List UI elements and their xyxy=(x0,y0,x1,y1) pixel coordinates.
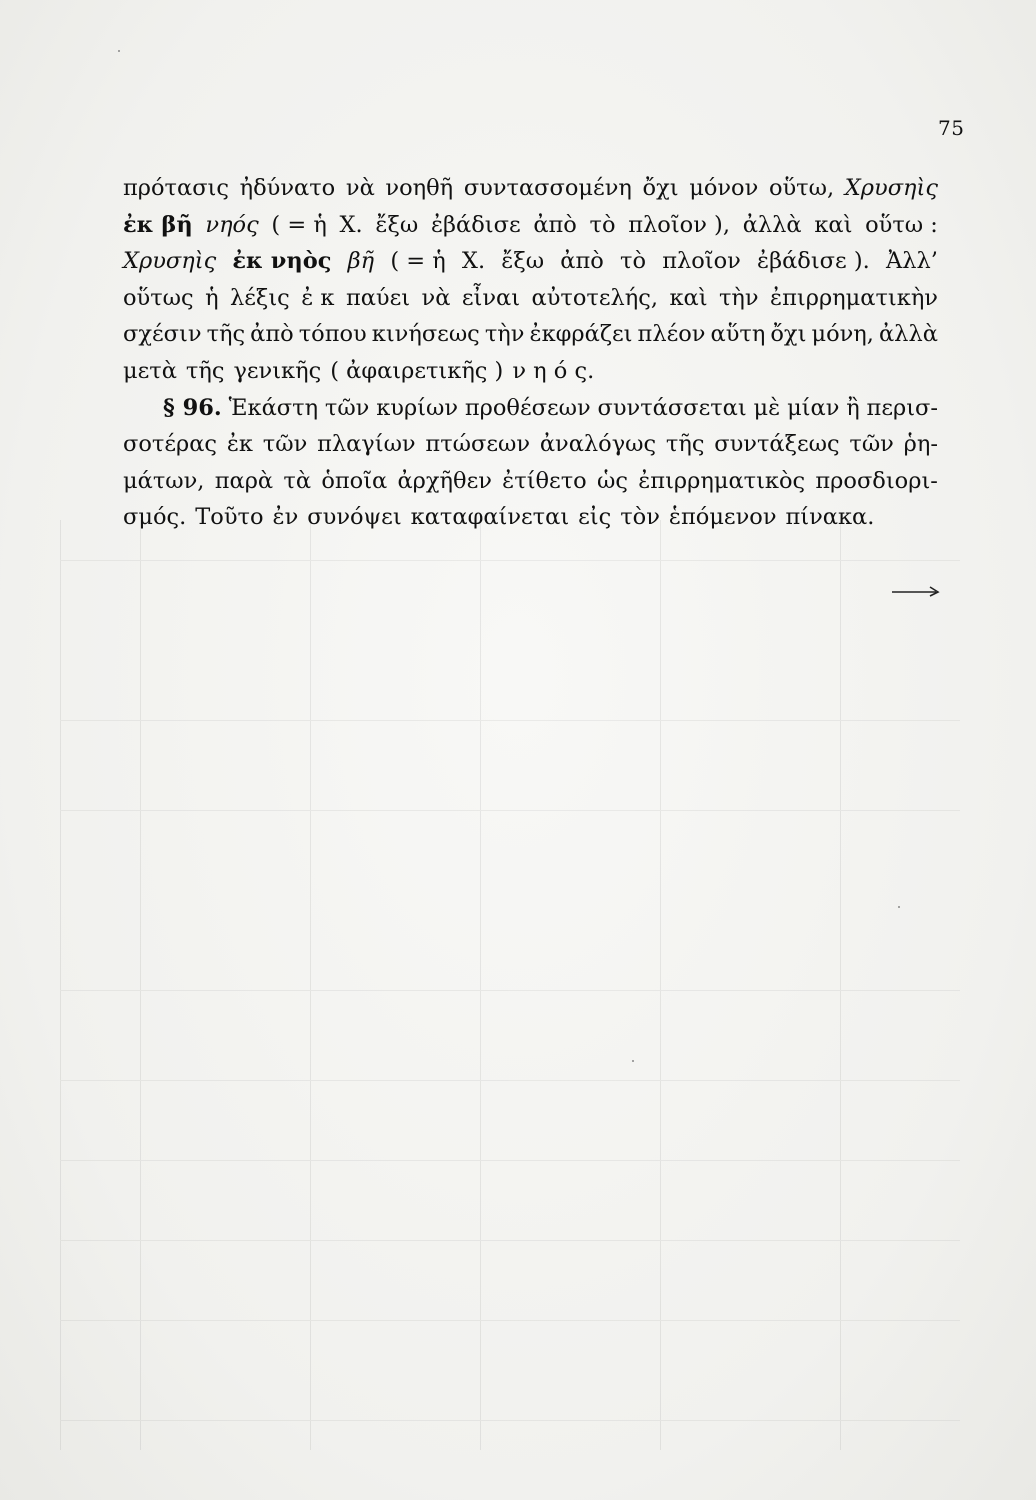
speck xyxy=(632,1060,634,1062)
word: ὄχι xyxy=(642,175,679,201)
word: ἀπὸ xyxy=(560,248,604,275)
word: παύει xyxy=(345,284,411,311)
word: ἐπιρρηματικὸς xyxy=(638,467,806,494)
word: βῆ xyxy=(347,248,375,275)
text-line xyxy=(123,426,938,463)
word: ὡς xyxy=(596,467,628,494)
word: οὕτω, xyxy=(768,175,835,201)
word: μόνη, xyxy=(811,321,874,348)
word: ὄχι xyxy=(770,321,807,348)
word: ἠδύνατο xyxy=(239,175,336,201)
word: συνόψει xyxy=(307,504,402,531)
word: νηός xyxy=(205,211,259,238)
page-number: 75 xyxy=(938,116,965,140)
word: σμός. xyxy=(123,504,187,531)
word: γενικῆς xyxy=(233,357,322,384)
word: αὐτοτελής, xyxy=(531,284,658,311)
text-line xyxy=(123,170,938,207)
word: ἀπὸ xyxy=(533,211,577,238)
word: τὰ xyxy=(283,467,312,494)
word: πλέον xyxy=(637,321,706,348)
text-line xyxy=(123,316,938,353)
word: τὴν xyxy=(718,284,759,311)
word: νὰ xyxy=(421,284,451,311)
word: τῶν xyxy=(849,431,894,458)
word: τῆς xyxy=(665,431,705,458)
word: πίνακα. xyxy=(785,504,875,531)
word: ( = ἡ xyxy=(271,211,327,238)
word: ἐκ xyxy=(226,431,253,458)
word: ἀλλὰ xyxy=(742,211,802,238)
word: καὶ xyxy=(669,284,708,311)
word: ῥη- xyxy=(903,431,938,458)
word: ἀρχῆθεν xyxy=(397,467,492,494)
word: τῆς xyxy=(185,357,225,384)
word: μάτων, xyxy=(123,467,205,494)
word: ( = ἡ xyxy=(390,248,446,275)
word: ἐν xyxy=(272,504,299,531)
word: εἰς xyxy=(578,504,612,531)
word: καὶ xyxy=(814,211,853,238)
word: καταφαίνεται xyxy=(410,504,570,531)
word: ἀλλὰ xyxy=(878,321,938,348)
word: σοτέρας xyxy=(123,431,218,458)
word: Ἀλλ’ xyxy=(885,248,938,275)
right-arrow-icon xyxy=(890,582,942,600)
speck xyxy=(898,906,900,908)
text-line xyxy=(123,207,938,244)
word: ἢ xyxy=(846,394,860,421)
word: μετὰ xyxy=(123,357,177,384)
word: ν η ό ς. xyxy=(512,357,595,384)
word: ἑπόμενον xyxy=(668,504,777,531)
speck xyxy=(118,50,120,52)
word: συντασσομένη xyxy=(463,175,632,201)
word: τὸ xyxy=(589,211,616,238)
word: πλοῖον xyxy=(662,248,741,275)
word: τὸν xyxy=(620,504,660,531)
word: τῶν xyxy=(262,431,308,458)
word: Τοῦτο xyxy=(195,504,264,531)
word: ἔξω xyxy=(375,211,419,238)
word: Χ. xyxy=(339,211,363,238)
word: Χρυσηὶς xyxy=(123,248,217,275)
word: περισ- xyxy=(866,394,938,421)
word: Χρυσηὶς xyxy=(844,175,938,201)
section-number: § 96. xyxy=(163,394,222,421)
text-line xyxy=(123,243,938,280)
word: ἐκ νηὸς xyxy=(232,248,332,275)
word: ἐπιρρηματικὴν xyxy=(770,284,938,311)
word: ἐβάδισε xyxy=(430,211,521,238)
word: ( ἀφαιρετικῆς ) xyxy=(330,357,504,384)
word: προσδιορι- xyxy=(815,467,938,494)
text-line xyxy=(123,463,938,500)
word: πτώσεων xyxy=(425,431,531,458)
text-line xyxy=(123,499,938,536)
word: κυρίων xyxy=(376,394,459,421)
word: οὕτως xyxy=(123,284,194,311)
word: ἔξω xyxy=(501,248,545,275)
word: ἐκ βῆ xyxy=(123,211,193,238)
word: ἀναλόγως xyxy=(539,431,657,458)
word: αὕτη xyxy=(710,321,766,348)
word: ἡ xyxy=(205,284,219,311)
text-line xyxy=(123,390,938,427)
word: παρὰ xyxy=(214,467,274,494)
word: ἀπὸ xyxy=(250,321,294,348)
word: ἐβάδισε ). xyxy=(757,248,870,275)
word: κινήσεως xyxy=(371,321,480,348)
word: νοηθῆ xyxy=(385,175,454,201)
word: σχέσιν xyxy=(123,321,202,348)
word: ὁποῖα xyxy=(321,467,388,494)
text-line xyxy=(123,353,938,390)
text-line xyxy=(123,280,938,317)
bleed-through-table xyxy=(60,520,960,1450)
word: Χ. xyxy=(461,248,486,275)
word: νὰ xyxy=(345,175,375,201)
body-text xyxy=(123,170,938,536)
word: πλοῖον ), xyxy=(628,211,730,238)
word: τῶν xyxy=(324,394,370,421)
word: τὸ xyxy=(620,248,647,275)
word: πρότασις xyxy=(123,175,229,201)
word: τόπου xyxy=(298,321,367,348)
word: εἶναι xyxy=(461,284,521,311)
word: Ἑκάστη xyxy=(228,394,319,421)
word: συντάξεως xyxy=(714,431,840,458)
word: μίαν xyxy=(787,394,840,421)
word: μόνον xyxy=(689,175,759,201)
word: ἐ κ xyxy=(301,284,335,311)
word: πλαγίων xyxy=(317,431,416,458)
word: ἐκφράζει xyxy=(529,321,633,348)
word: οὕτω : xyxy=(865,211,938,238)
word: ἐτίθετο xyxy=(502,467,587,494)
word: προθέσεων xyxy=(464,394,591,421)
word: τῆς xyxy=(206,321,246,348)
word: μὲ xyxy=(753,394,781,421)
word: λέξις xyxy=(230,284,290,311)
word: συντάσσεται xyxy=(597,394,747,421)
word: τὴν xyxy=(484,321,525,348)
